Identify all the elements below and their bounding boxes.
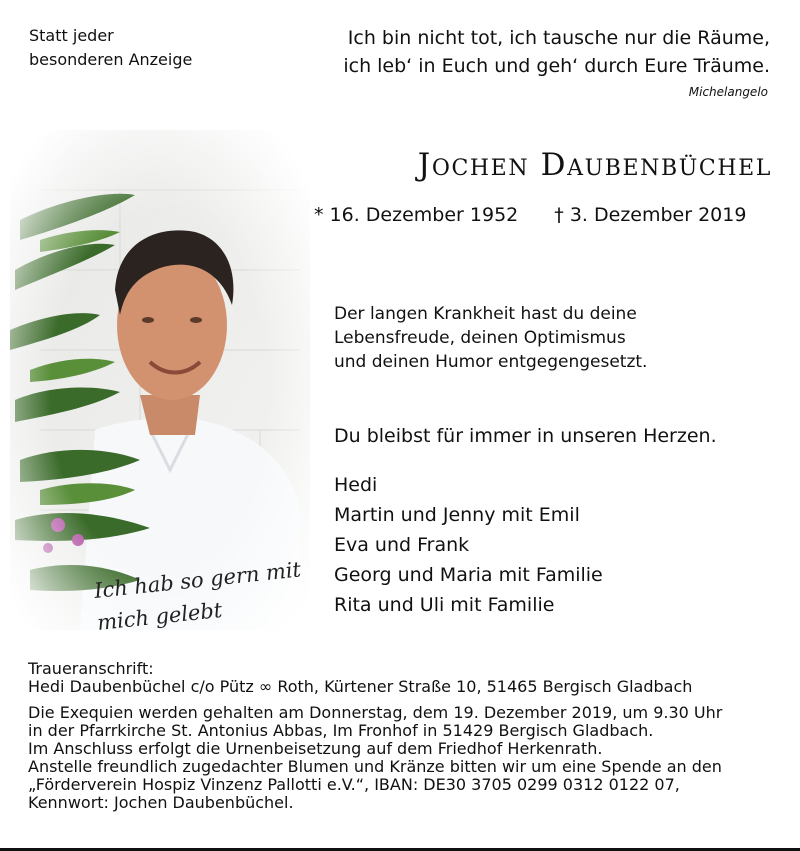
life-dates [314,204,746,226]
quote-line: ich leb‘ in Euch und geh‘ durch Eure Träume. [343,55,770,77]
mourner: Eva und Frank [334,534,470,556]
message-line: Lebensfreude, deinen Optimismus [334,328,626,348]
death-date: † 3. Dezember 2019 [554,204,747,226]
details-line: Im Anschluss erfolgt die Urnenbeisetzung auf dem Friedhof Herkenrath. [28,739,603,758]
message [334,302,647,374]
address-label: Traueranschrift: [28,659,154,678]
deceased-name: Jochen Daubenbüchel [417,147,772,183]
details-line: Die Exequien werden gehalten am Donnerstag, dem 19. Dezember 2019, um 9.30 Uhr [28,703,723,722]
farewell: Du bleibst für immer in unseren Herzen. [334,425,717,447]
portrait-photo [0,130,318,650]
quote-author: Michelangelo [688,85,768,99]
signature-line-2: mich gelebt [96,597,224,635]
details-line: in der Pfarrkirche St. Antonius Abbas, Im Fronhof in 51429 Bergisch Gladbach. [28,721,654,740]
mourner: Rita und Uli mit Familie [334,594,555,616]
notice-label [29,24,192,72]
message-line: und deinen Humor entgegengesetzt. [334,352,648,372]
details-line: Kennwort: Jochen Daubenbüchel. [28,793,294,812]
signature-line-1: Ich hab so gern mit [93,557,303,603]
mourner: Martin und Jenny mit Emil [334,504,580,526]
portrait-illustration [0,130,318,650]
message-line: Der langen Krankheit hast du deine [334,304,637,324]
details-line: „Förderverein Hospiz Vinzenz Pallotti e.V.“, IBAN: DE30 3705 0299 0312 0122 07, [28,775,680,794]
mourner: Georg und Maria mit Familie [334,564,603,586]
address-value: Hedi Daubenbüchel c/o Pütz ∞ Roth, Kürtener Straße 10, 51465 Bergisch Gladbach [28,677,693,696]
notice-label-line: besonderen Anzeige [29,50,193,69]
details-line: Anstelle freundlich zugedachter Blumen und Kränze bitten wir um eine Spende an den [28,757,722,776]
mourners-list [334,470,603,620]
quote-line: Ich bin nicht tot, ich tausche nur die Räume, [347,27,770,49]
quote [290,24,770,99]
birth-date: * 16. Dezember 1952 [314,204,519,226]
mourner: Hedi [334,474,378,496]
notice-label-line: Statt jeder [29,26,114,45]
funeral-details [28,660,722,812]
